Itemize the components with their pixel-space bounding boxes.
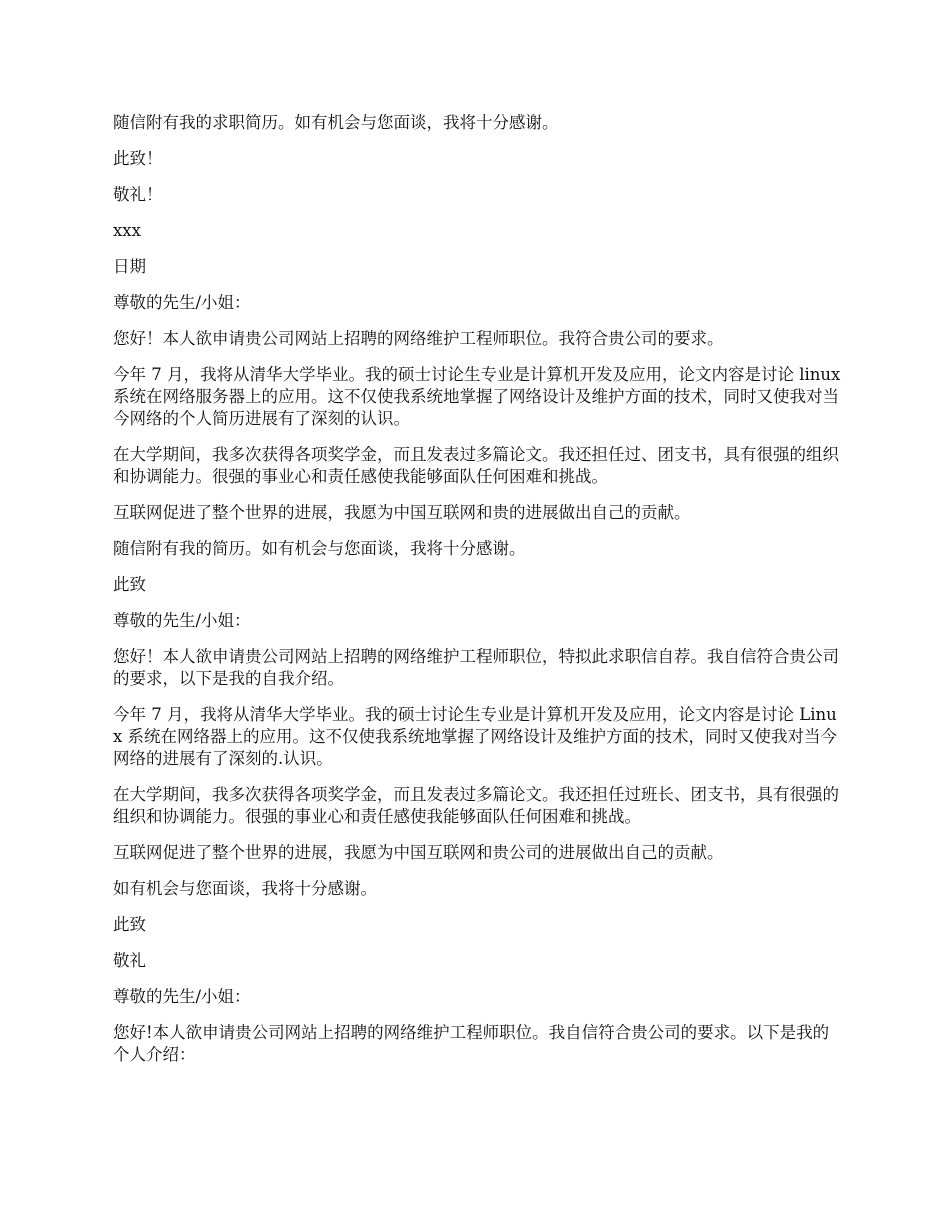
paragraph: 您好!本人欲申请贵公司网站上招聘的网络维护工程师职位。我自信符合贵公司的要求。以下是我的个人介绍： — [113, 1023, 830, 1064]
paragraph: 尊敬的先生/小姐： — [113, 987, 251, 1006]
paragraph: 互联网促进了整个世界的进展，我愿为中国互联网和贵公司的进展做出自己的贡献。 — [113, 843, 724, 862]
paragraph: 敬礼！ — [113, 185, 163, 204]
paragraph: 此致 — [113, 575, 146, 594]
paragraph: 日期 — [113, 257, 146, 276]
paragraph: 随信附有我的简历。如有机会与您面谈，我将十分感谢。 — [113, 539, 526, 558]
paragraph: 敬礼 — [113, 951, 146, 970]
paragraph: 如有机会与您面谈，我将十分感谢。 — [113, 879, 377, 898]
paragraph: 互联网促进了整个世界的进展，我愿为中国互联网和贵的进展做出自己的贡献。 — [113, 503, 691, 522]
paragraph: 尊敬的先生/小姐： — [113, 293, 251, 312]
document-body — [113, 112, 843, 1080]
paragraph: 您好！本人欲申请贵公司网站上招聘的网络维护工程师职位，特拟此求职信自荐。我自信符合贵公司的要求，以下是我的自我介绍。 — [113, 647, 839, 688]
paragraph: 今年 7 月，我将从清华大学毕业。我的硕士讨论生专业是计算机开发及应用，论文内容是讨论 Linux 系统在网络器上的应用。这不仅使我系统地掌握了网络设计及维护方面的技术，同时又使我对当今网络的进展有了深刻的.认识。 — [113, 705, 838, 768]
paragraph: xxx — [113, 221, 141, 240]
paragraph: 在大学期间，我多次获得各项奖学金，而且发表过多篇论文。我还担任过班长、团支书，具有很强的组织和协调能力。很强的事业心和责任感使我能够面队任何困难和挑战。 — [113, 785, 839, 826]
paragraph: 此致！ — [113, 149, 163, 168]
paragraph: 今年 7 月，我将从清华大学毕业。我的硕士讨论生专业是计算机开发及应用，论文内容是讨论 linux 系统在网络服务器上的应用。这不仅使我系统地掌握了网络设计及维护方面的技术，同时又使我对当今网络的个人简历进展有了深刻的认识。 — [113, 365, 841, 428]
paragraph: 您好！本人欲申请贵公司网站上招聘的网络维护工程师职位。我符合贵公司的要求。 — [113, 329, 724, 348]
paragraph: 在大学期间，我多次获得各项奖学金，而且发表过多篇论文。我还担任过、团支书，具有很强的组织和协调能力。很强的事业心和责任感使我能够面队任何困难和挑战。 — [113, 445, 839, 486]
paragraph: 此致 — [113, 915, 146, 934]
paragraph: 尊敬的先生/小姐： — [113, 611, 251, 630]
paragraph: 随信附有我的求职简历。如有机会与您面谈，我将十分感谢。 — [113, 113, 559, 132]
